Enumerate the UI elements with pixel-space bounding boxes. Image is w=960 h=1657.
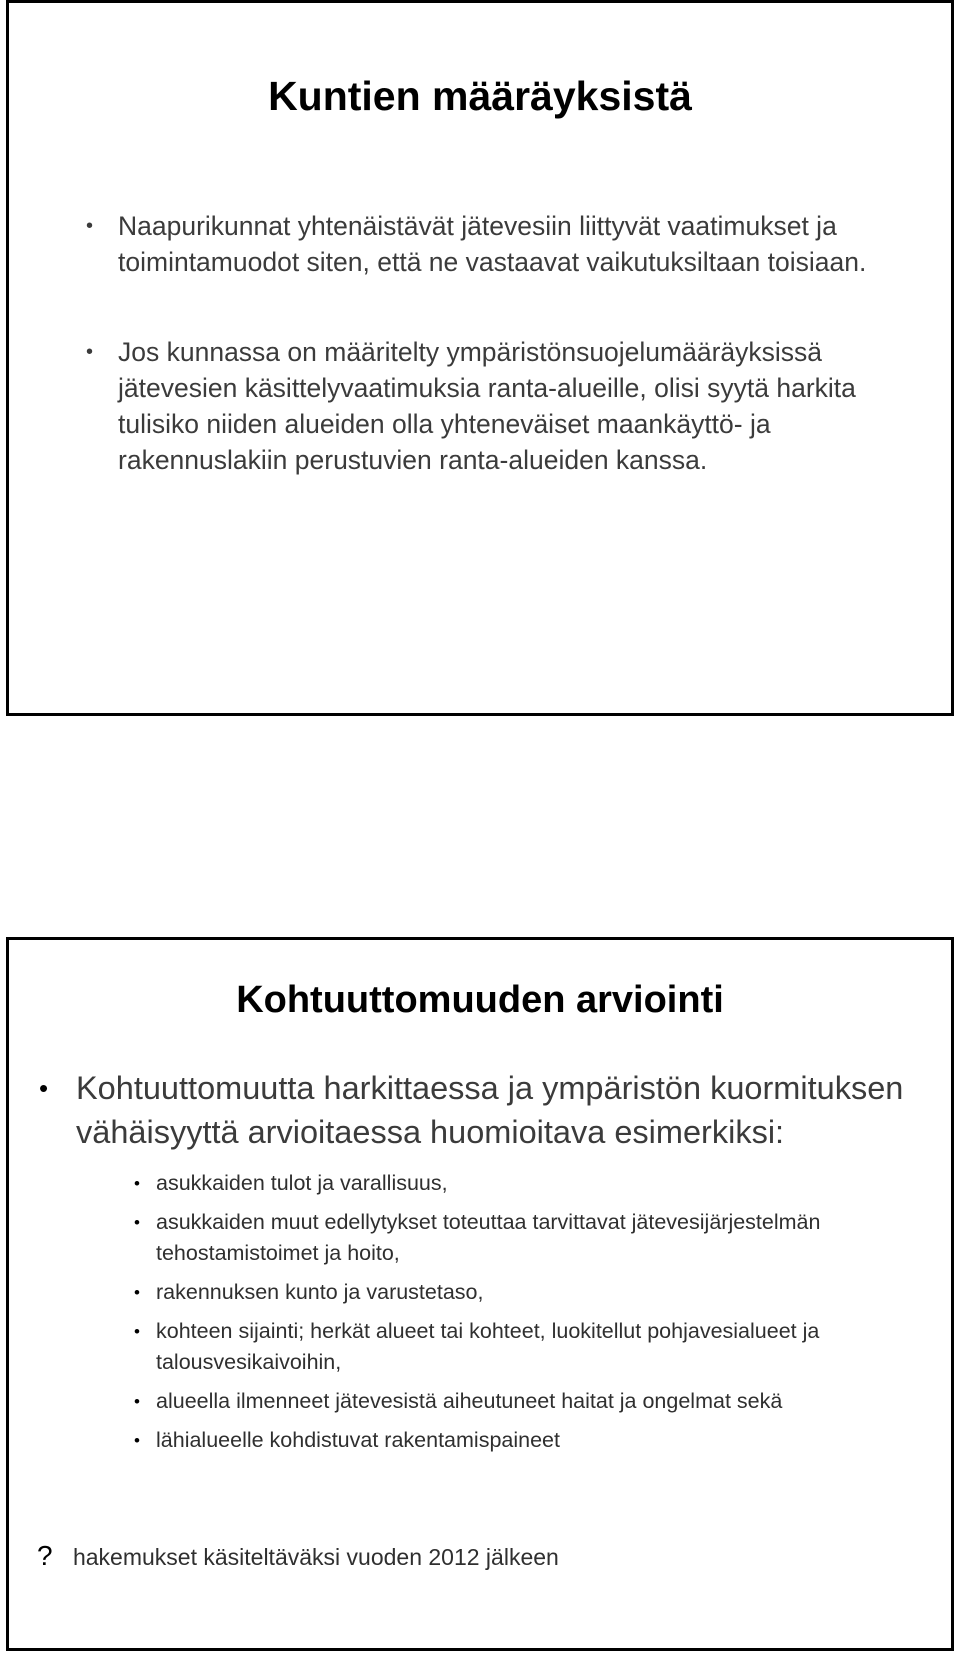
list-item xyxy=(134,1386,894,1417)
sub-bullet-list xyxy=(134,1168,894,1456)
main-bullet-text: Kohtuuttomuutta harkittaessa ja ympäristön kuormituksen vähäisyyttä arvioitaessa huomioitava esimerkiksi: xyxy=(76,1070,904,1150)
question-mark-icon: ? xyxy=(37,1540,53,1571)
list-item xyxy=(134,1425,894,1456)
bullet-icon: • xyxy=(86,215,94,237)
slide-title: Kuntien määräyksistä xyxy=(268,73,692,119)
footnote-text: hakemukset käsiteltäväksi vuoden 2012 jälkeen xyxy=(72,1544,559,1570)
bullet-icon: • xyxy=(134,1213,140,1232)
footnote xyxy=(37,1539,559,1574)
slide-title: Kohtuuttomuuden arviointi xyxy=(236,979,724,1021)
bullet-icon: • xyxy=(134,1174,140,1193)
bullet-icon: • xyxy=(134,1431,140,1450)
list-item-text: alueella ilmenneet jätevesistä aiheutuneet haitat ja ongelmat sekä xyxy=(156,1389,783,1413)
bullet-icon: • xyxy=(86,341,94,363)
list-item-text: Naapurikunnat yhtenäistävät jätevesiin liittyvät vaatimukset ja toimintamuodot siten, että ne vastaavat vaikutuksiltaan toisiaan. xyxy=(118,211,867,277)
main-bullet-block xyxy=(39,1066,919,1464)
list-item-text: asukkaiden tulot ja varallisuus, xyxy=(156,1171,448,1195)
bullet-list xyxy=(86,208,906,532)
list-item-text: kohteen sijainti; herkät alueet tai kohteet, luokitellut pohjavesialueet ja talousvesikaivoihin, xyxy=(156,1319,820,1374)
main-bullet xyxy=(39,1066,919,1154)
list-item xyxy=(134,1277,894,1308)
bullet-icon: • xyxy=(134,1322,140,1341)
list-item xyxy=(134,1316,894,1378)
bullet-icon: • xyxy=(134,1283,140,1302)
slide-kuntien-maarayksista xyxy=(6,0,954,716)
slide-kohtuuttomuuden-arviointi xyxy=(6,937,954,1651)
list-item-text: asukkaiden muut edellytykset toteuttaa tarvittavat jätevesijärjestelmän tehostamistoimet ja hoito, xyxy=(156,1210,821,1265)
list-item-text: rakennuksen kunto ja varustetaso, xyxy=(156,1280,484,1304)
list-item xyxy=(86,334,906,478)
list-item-text: Jos kunnassa on määritelty ympäristönsuojelumääräyksissä jätevesien käsittelyvaatimuksia ranta-alueille, olisi syytä harkita tulisiko niiden alueiden olla yhteneväiset maankäyttö- ja rakennuslakiin perustuvien ranta-alueiden kanssa. xyxy=(118,337,856,475)
list-item xyxy=(134,1168,894,1199)
list-item xyxy=(86,208,906,280)
list-item xyxy=(134,1207,894,1269)
list-item-text: lähialueelle kohdistuvat rakentamispaineet xyxy=(156,1428,560,1452)
bullet-icon: • xyxy=(134,1392,140,1411)
bullet-icon: • xyxy=(39,1073,49,1103)
